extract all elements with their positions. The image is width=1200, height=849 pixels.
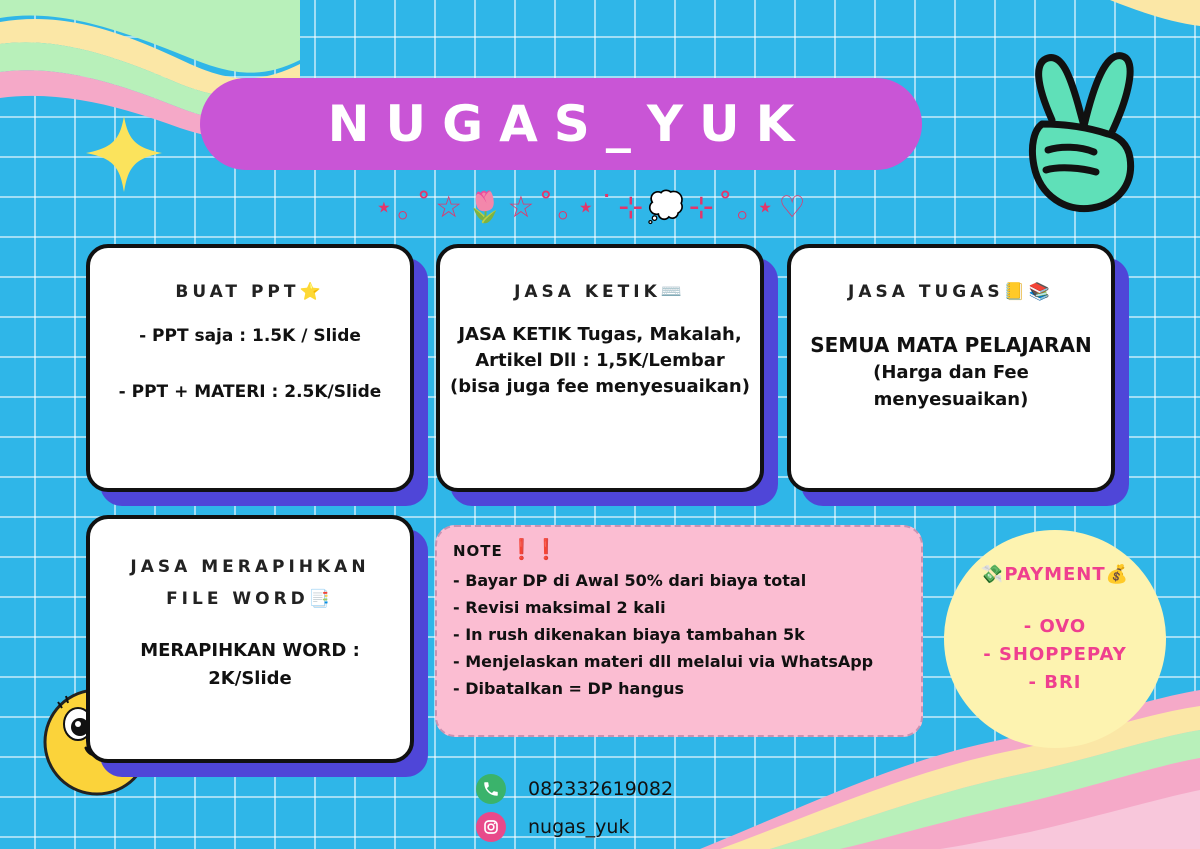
card-line: 2K/Slide	[208, 668, 292, 689]
note-list	[453, 567, 905, 702]
note-item: - Menjelaskan materi dll melalui via WhatsApp	[453, 652, 874, 671]
payment-method: - BRI	[1028, 672, 1082, 693]
contact-phone	[476, 774, 673, 804]
note-title-label: NOTE	[453, 542, 503, 560]
note-item: - In rush dikenakan biaya tambahan 5k	[453, 625, 805, 644]
card-title-line: FILE WORD📑	[166, 589, 334, 609]
payment-method: - OVO	[1023, 616, 1087, 637]
card-title: BUAT PPT⭐	[175, 282, 325, 302]
payment-list	[944, 613, 1166, 697]
card-title-line: JASA MERAPIHKAN	[130, 557, 370, 577]
card-line: - PPT saja : 1.5K / Slide	[139, 326, 361, 346]
instagram-handle: nugas_yuk	[528, 816, 630, 838]
payment-method: - SHOPPEPAY	[983, 644, 1127, 665]
note-item: - Dibatalkan = DP hangus	[453, 679, 685, 698]
card-title: JASA TUGAS📒📚	[848, 282, 1054, 302]
card-line: JASA KETIK Tugas, Makalah,	[458, 324, 742, 345]
card-line: (bisa juga fee menyesuaikan)	[450, 376, 750, 397]
title-banner	[200, 78, 922, 170]
note-title	[453, 537, 905, 561]
card-jasa-tugas	[787, 244, 1115, 492]
card-jasa-merapihkan	[86, 515, 414, 763]
instagram-icon	[476, 812, 506, 842]
payment-circle	[944, 530, 1166, 748]
card-line: SEMUA MATA PELAJARAN	[810, 333, 1092, 357]
card-line: menyesuaikan)	[873, 389, 1029, 410]
card-line: - PPT + MATERI : 2.5K/Slide	[118, 382, 382, 402]
phone-number: 082332619082	[528, 778, 674, 800]
whatsapp-icon	[476, 774, 506, 804]
contact-instagram	[476, 812, 629, 842]
card-jasa-ketik	[436, 244, 764, 492]
card-line: MERAPIHKAN WORD :	[140, 640, 360, 661]
note-item: - Bayar DP di Awal 50% dari biaya total	[453, 571, 807, 590]
ornament-divider: ⋆｡˚☆🌷☆˚｡⋆˙⊹💭⊹˚｡⋆♡	[374, 190, 810, 225]
card-buat-ppt	[86, 244, 414, 492]
exclamation-icon: ❗❗	[509, 537, 559, 561]
payment-title: 💸PAYMENT💰	[980, 564, 1130, 585]
note-box	[435, 525, 923, 737]
card-title	[90, 551, 410, 615]
card-line: (Harga dan Fee	[873, 362, 1029, 383]
card-line: Artikel Dll : 1,5K/Lembar	[475, 350, 725, 371]
note-item: - Revisi maksimal 2 kali	[453, 598, 666, 617]
page-title: NUGAS_YUK	[327, 95, 811, 153]
card-title: JASA KETIK⌨️	[514, 282, 686, 302]
